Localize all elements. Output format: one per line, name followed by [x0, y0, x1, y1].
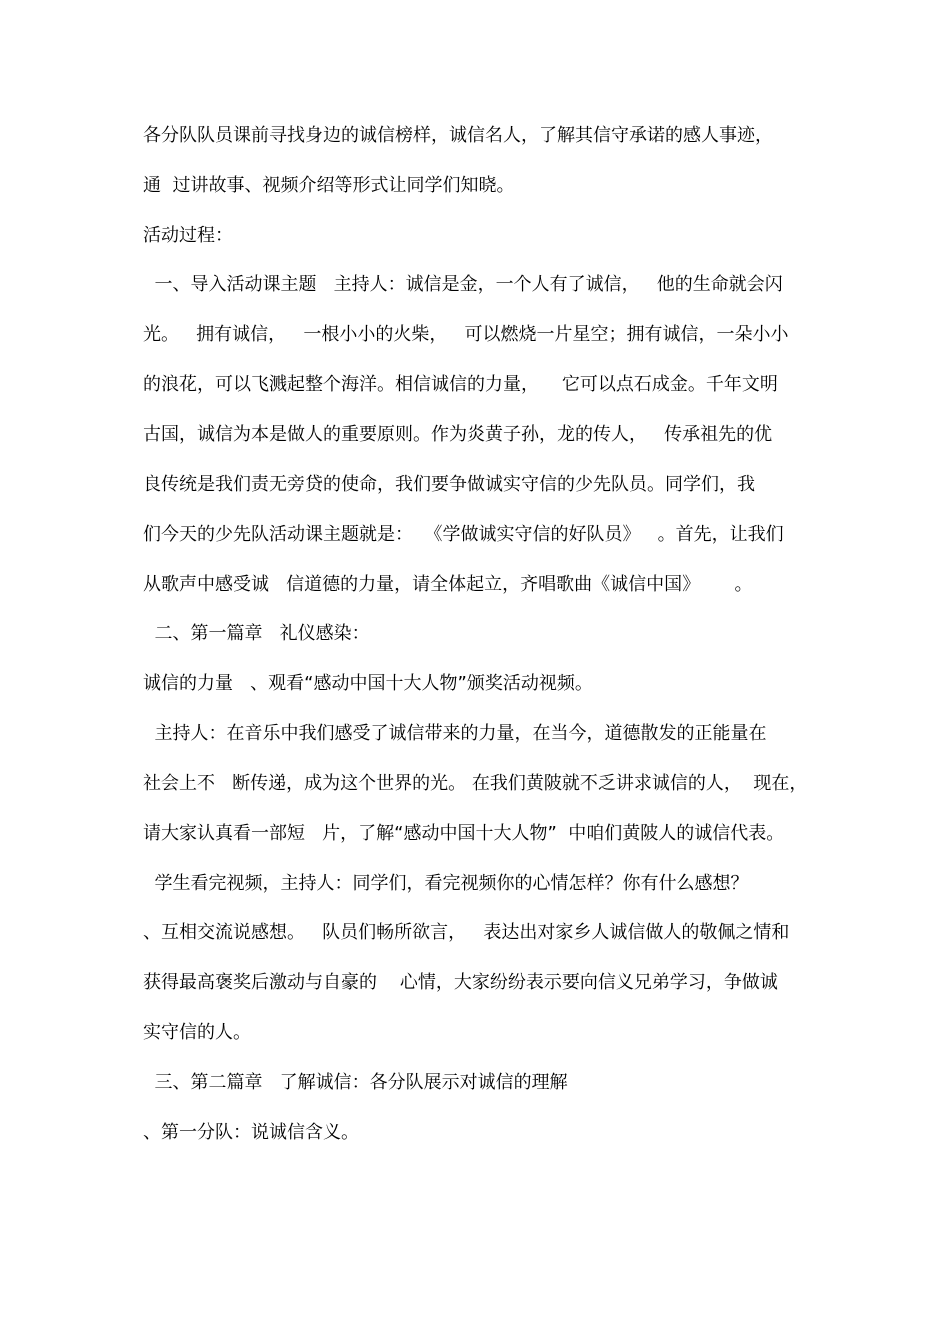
text-line: 光。 拥有诚信， 一根小小的火柴， 可以燃烧一片星空；拥有诚信，一朵小小	[143, 324, 789, 345]
section-heading: 二、第一篇章 礼仪感染：	[143, 623, 370, 644]
section-heading: 三、第二篇章 了解诚信：各分队展示对诚信的理解	[143, 1072, 568, 1093]
text-line: 通 过讲故事、视频介绍等形式让同学们知晓。	[143, 175, 515, 196]
text-line: 古国，诚信为本是做人的重要原则。作为炎黄子孙，龙的传人， 传承祖先的优	[143, 424, 773, 445]
text-line: 请大家认真看一部短 片，了解“感动中国十大人物” 中咱们黄陂人的诚信代表。	[143, 823, 785, 844]
section-heading: 活动过程：	[143, 225, 233, 246]
text-line: 各分队队员课前寻找身边的诚信榜样，诚信名人，了解其信守承诺的感人事迹，	[143, 125, 773, 146]
text-line: 获得最高褒奖后激动与自豪的 心情，大家纷纷表示要向信义兄弟学习，争做诚	[143, 972, 778, 993]
text-line: 从歌声中感受诚 信道德的力量，请全体起立，齐唱歌曲《诚信中国》 。	[143, 574, 753, 595]
text-line: 一、导入活动课主题 主持人：诚信是金，一个人有了诚信， 他的生命就会闪	[143, 274, 783, 295]
text-line: 良传统是我们责无旁贷的使命，我们要争做诚实守信的少先队员。同学们，我	[143, 474, 755, 495]
text-line: 、互相交流说感想。 队员们畅所欲言， 表达出对家乡人诚信做人的敬佩之情和	[143, 922, 790, 943]
text-line: 诚信的力量 、观看“感动中国十大人物”颁奖活动视频。	[143, 673, 593, 694]
text-line: 社会上不 断传递，成为这个世界的光。 在我们黄陂就不乏讲求诚信的人， 现在，	[143, 773, 808, 794]
text-line: 们今天的少先队活动课主题就是： 《学做诚实守信的好队员》 。首先，让我们	[143, 524, 784, 545]
text-line: 实守信的人。	[143, 1022, 251, 1043]
text-line: 学生看完视频，主持人：同学们，看完视频你的心情怎样？你有什么感想？	[143, 873, 749, 894]
text-line: 主持人：在音乐中我们感受了诚信带来的力量，在当今，道德散发的正能量在	[143, 723, 767, 744]
text-line: 的浪花，可以飞溅起整个海洋。相信诚信的力量， 它可以点石成金。千年文明	[143, 374, 778, 395]
text-line: 、第一分队：说诚信含义。	[143, 1122, 359, 1143]
